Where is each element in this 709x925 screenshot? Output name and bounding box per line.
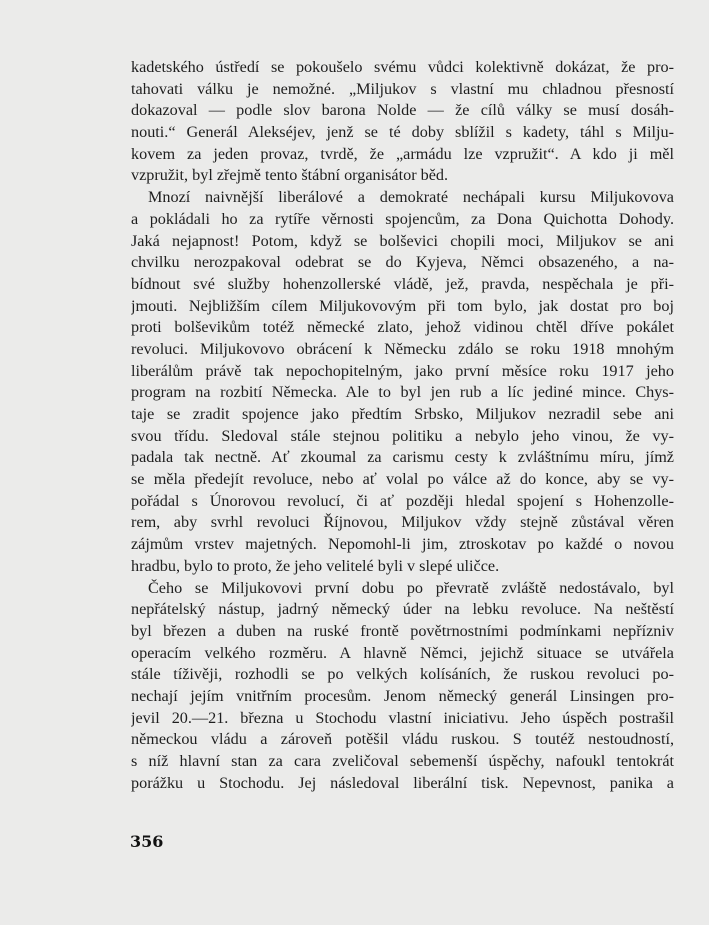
text-line: a pokládali ho za rytíře věrnosti spojencům, za Dona Quichotta Dohody. (131, 209, 674, 228)
text-line: program na rozbití Německa. Ale to byl jen rub a líc jediné mince. Chys- (131, 383, 674, 402)
text-line: operacím velkého rozměru. A hlavně Němci, jejichž situace se utvářela (131, 643, 674, 662)
text-line: proti bolševikům totéž německé zlato, jehož vidinou chtěl dříve pokálet (131, 318, 674, 337)
text-line: kadetského ústředí se pokoušelo svému vůdci kolektivně dokázat, že pro- (131, 58, 674, 76)
text-line: taje se zradit spojence jako předtím Srbsko, Miljukov nezradil sebe ani (131, 405, 674, 423)
text-line: stále tíživěji, rozhodli se po velkých kolísáních, že ruskou revoluci po- (131, 665, 674, 684)
text-line: zájmům vrstev majetných. Nepomohl-li jim, ztroskotav po každé o novou (131, 535, 674, 554)
text-line: německou vládu a zároveň potěšil vládu ruskou. S toutéž nestoudností, (131, 730, 674, 749)
text-line: jevil 20.—21. března u Stochodu vlastní iniciativu. Jeho úspěch postrašil (131, 708, 674, 727)
text-line: liberálům právě tak nepochopitelným, jako první měsíce roku 1917 jeho (131, 361, 674, 380)
text-line: svou třídu. Sledoval stále stejnou politiku a nebylo jeho vinou, že vy- (131, 426, 674, 445)
text-line: rem, aby svrhl revoluci Říjnovou, Miljukov vždy stejně zůstával věren (131, 513, 674, 532)
text-line: revoluci. Miljukovovo obrácení k Německu zdálo se roku 1918 mnohým (131, 339, 674, 358)
text-line: nechají jejím vnitřním procesům. Jenom německý generál Linsingen pro- (131, 686, 674, 705)
text-line: porážku u Stochodu. Jej následoval liberální tisk. Nepevnost, panika a (131, 773, 674, 792)
page-number: 356 (130, 832, 164, 851)
text-line: dokazoval — podle slov barona Nolde — že cílů války se musí dosáh- (131, 101, 674, 120)
text-line: s níž hlavní stan za cara zveličoval sebemenší úspěchy, nafoukl tentokrát (131, 752, 674, 770)
text-line: nepřátelský nástup, jadrný německý úder na lebku revoluce. Na neštěstí (131, 600, 674, 619)
text-line: padala tak nectně. Ať zkoumal za carismu cesty k zvláštnímu míru, jímž (131, 448, 674, 467)
text-line: Čeho se Miljukovovi první dobu po převratě zvláště nedostávalo, byl (148, 578, 674, 597)
text-line: tahovati válku je nemožné. „Miljukov s vlastní mu chladnou přesností (131, 79, 674, 98)
text-line: se měla předejít revoluce, nebo ať volal po válce až do konce, aby se vy- (131, 470, 674, 489)
text-line: hradbu, bylo to proto, že jeho velitelé byli v slepé uličce. (131, 556, 500, 575)
text-line: kovem za jeden provaz, tvrdě, že „armádu lze vzpružit“. A kdo ji měl (131, 144, 674, 163)
text-line: pořádal s Únorovou revolucí, či ať později hledal spojení s Hohenzolle- (131, 491, 674, 510)
text-line: vzpružit, byl zřejmě tento štábní organisátor běd. (131, 166, 449, 185)
body-text (131, 57, 674, 794)
text-line: byl březen a duben na ruské frontě povětrnostními podmínkami nepřízniv (131, 621, 674, 640)
text-line: bídnout své služby hohenzollerské vládě, jež, pravda, nespěchala je při- (131, 274, 674, 293)
text-line: chvilku nerozpakoval odebrat se do Kyjeva, Němci obsazeného, a na- (131, 253, 674, 272)
text-line: jmouti. Nejbližším cílem Miljukovovým při tom bylo, jak dostat pro boj (131, 296, 674, 315)
text-line: Jaká nejapnost! Potom, když se bolševici chopili moci, Miljukov se ani (131, 231, 674, 250)
text-line: nouti.“ Generál Alekséjev, jenž se té doby sblížil s kadety, táhl s Milju- (131, 123, 674, 142)
text-line: Mnozí naivnější liberálové a demokraté nechápali kursu Miljukovova (148, 188, 674, 207)
